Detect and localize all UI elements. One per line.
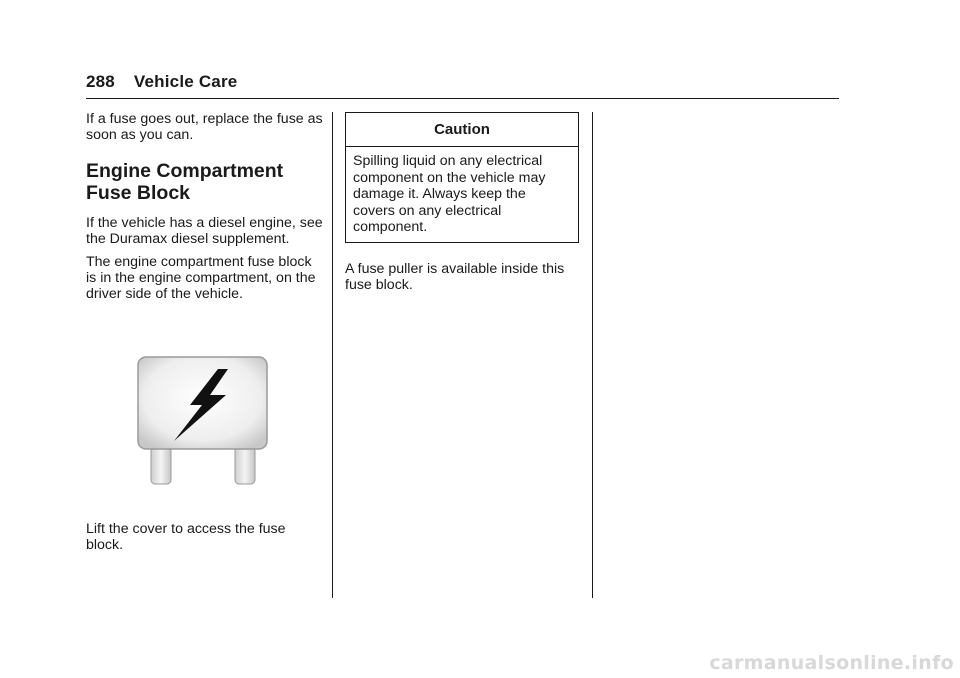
column-1 xyxy=(86,111,324,309)
heading-line-1: Engine Compartment xyxy=(86,160,284,182)
fuse-lightning-icon xyxy=(136,355,269,486)
caution-text: Spilling liquid on any electrical component on the vehicle may damage it. Always keep the covers on any electrical component. xyxy=(353,153,546,235)
caution-title: Caution xyxy=(346,113,578,147)
page-header xyxy=(86,72,237,92)
column-divider-2 xyxy=(592,112,593,598)
fuse-puller-paragraph: A fuse puller is available inside this fuse block. xyxy=(345,260,565,293)
heading-line-2: Fuse Block xyxy=(86,182,191,204)
section-heading xyxy=(86,160,324,204)
column-2 xyxy=(345,111,581,300)
diesel-paragraph: If the vehicle has a diesel engine, see the Duramax diesel supplement. xyxy=(86,215,323,247)
location-paragraph: The engine compartment fuse block is in the engine compartment, on the driver side of the vehicle. xyxy=(86,254,316,302)
watermark: carmanualsonline.info xyxy=(709,652,954,674)
header-rule xyxy=(86,98,839,99)
caution-box xyxy=(345,112,579,243)
intro-paragraph: If a fuse goes out, replace the fuse as soon as you can. xyxy=(86,111,323,143)
page-number: 288 xyxy=(86,72,115,91)
figure-caption: Lift the cover to access the fuse block. xyxy=(86,521,286,553)
section-title: Vehicle Care xyxy=(133,72,238,91)
column-divider-1 xyxy=(332,112,333,598)
